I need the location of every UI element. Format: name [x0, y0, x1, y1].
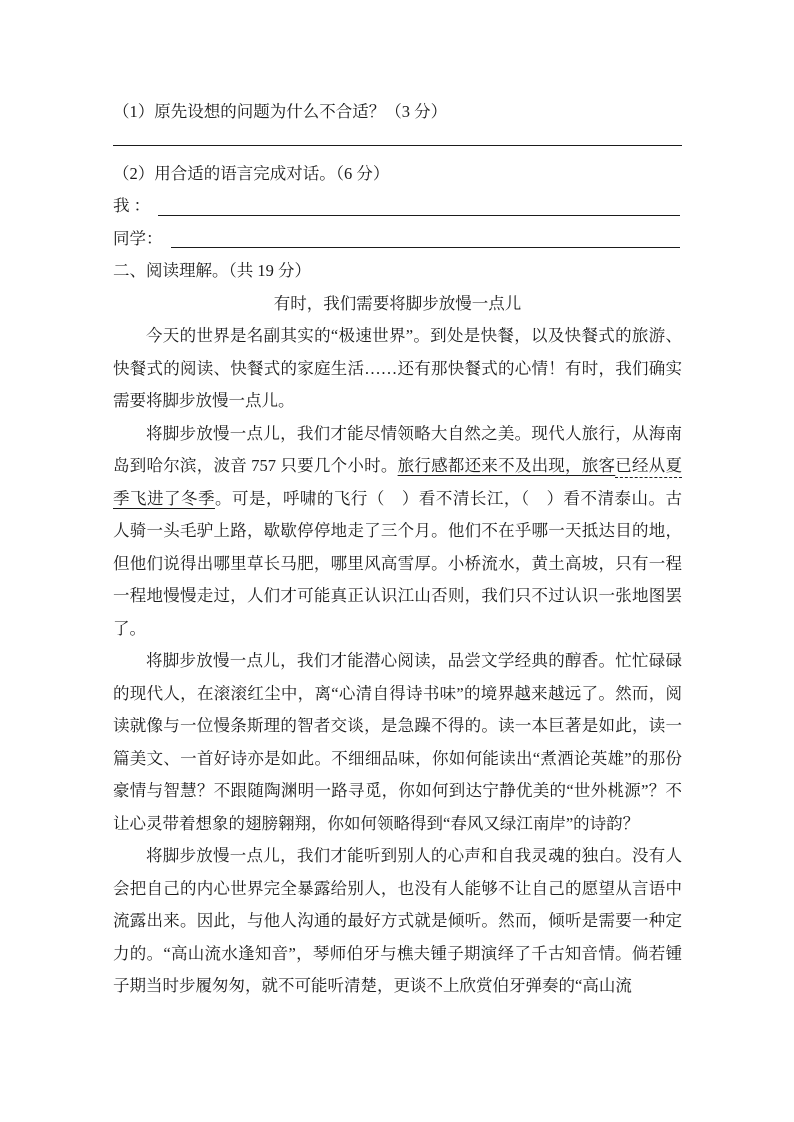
section-heading: 二、阅读理解。（共 19 分） — [113, 261, 311, 280]
me-label: 我 ： — [113, 196, 151, 215]
answer-blank-classmate — [171, 247, 681, 248]
question-1: （1）原先设想的问题为什么不合适？（3 分） — [113, 102, 448, 121]
reading-paragraph-1: 今天的世界是名副其实的“极速世界”。到处是快餐，以及快餐式的旅游、快餐式的阅读、快餐式的家庭生活……还有那快餐式的心情！有时，我们确实需要将脚步放慢一点儿。 — [113, 326, 682, 410]
answer-blank-me — [158, 215, 680, 216]
dialog-row-me — [113, 190, 682, 223]
reading-title: 有时，我们需要将脚步放慢一点儿 — [273, 293, 522, 313]
answer-line-question-1 — [113, 129, 682, 146]
reading-paragraph-2: 将脚步放慢一点儿，我们才能尽情领略大自然之美。现代人旅行，从海南岛到哈尔滨，波音 757 只要几个小时。旅行感都还来不及出现，旅客已经从夏季飞进了冬季。可是，呼啸的飞行（ ）看不清长江，（ ）看不清泰山。古人骑一头毛驴上路，歇歇停停地走了三个月。他们不在乎哪一天抵达目的地， 但他们说得出哪里草长马肥，哪里风高雪厚。小桥流水，黄土高坡，只有一程一程地慢慢走过，人们才可能真正认识江山否则，我们只不过认识一张地图罢了。 — [113, 423, 683, 638]
reading-paragraph-3: 将脚步放慢一点儿，我们才能潜心阅读，品尝文学经典的醇香。忙忙碌碌的现代人，在滚滚红尘中，离“心清自得诗书味”的境界越来越远了。然而，阅读就像与一位慢条斯理的智者交谈，是急躁不得的。读一本巨著是如此，读一篇美文、一首好诗亦是如此。不细细品味，你如何能读出“煮酒论英雄”的那份豪情与智慧？不跟随陶渊明一路寻觅，你如何到达宁静优美的“世外桃源”？不让心灵带着想象的翅膀翱翔，你如何领略得到“春风又绿江南岸”的诗韵？ — [113, 651, 682, 833]
dialog-row-classmate — [113, 223, 682, 256]
classmate-label: 同学： — [113, 228, 163, 248]
reading-paragraph-4: 将脚步放慢一点儿，我们才能听到别人的心声和自我灵魂的独白。没有人会把自己的内心世界完全暴露给别人，也没有人能够不让自己的愿望从言语中流露出来。因此，与他人沟通的最好方式就是倾听。然而，倾听是需要一种定力的。“高山流水逢知音”，琴师伯牙与樵夫锺子期演绎了千古知音情。倘若锺子期当时步履匆匆，就不可能听清楚，更谈不上欣赏伯牙弹奏的“高山流 — [113, 846, 682, 995]
question-2: （2）用合适的语言完成对话。（6 分） — [113, 163, 390, 183]
